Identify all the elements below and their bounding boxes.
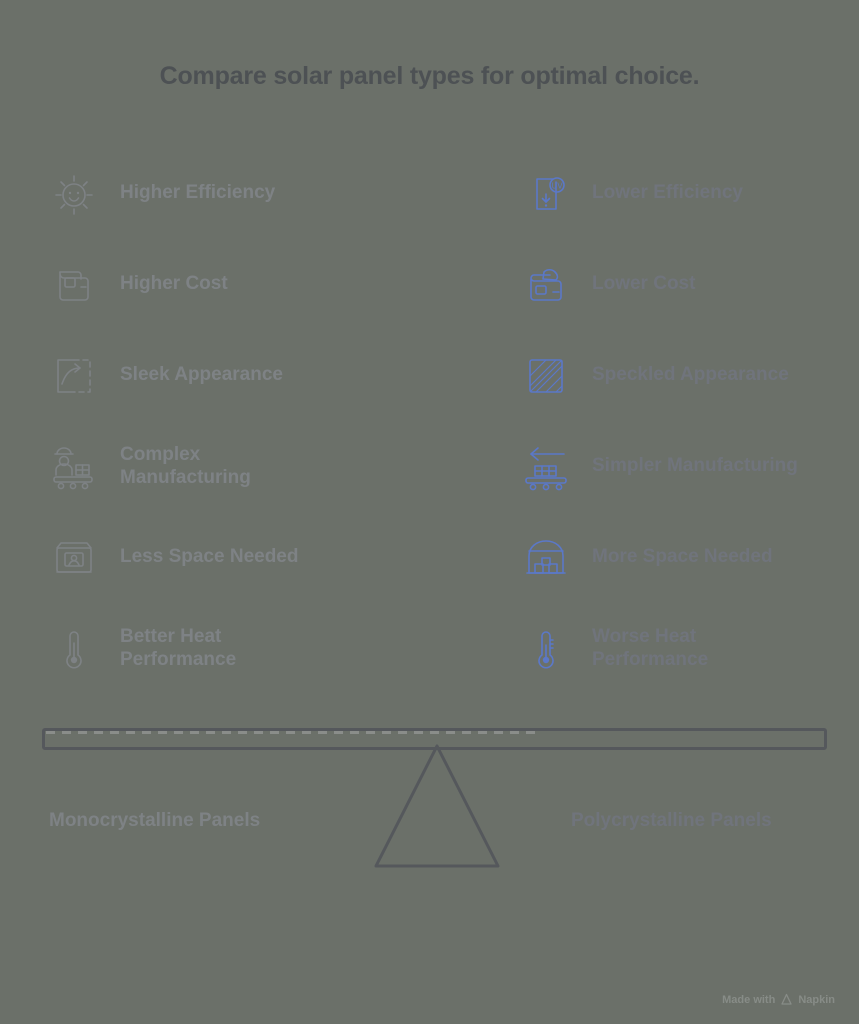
list-item-label: Complex Manufacturing xyxy=(120,444,251,488)
list-item xyxy=(46,603,387,694)
balance-beam-dashed-line xyxy=(46,731,538,734)
monocrystalline-footing-label: Monocrystalline Panels xyxy=(49,810,261,831)
list-item xyxy=(46,148,387,239)
list-item-label: Lower Cost xyxy=(592,273,696,295)
list-item-label: Worse Heat Performance xyxy=(592,626,709,670)
list-item-label: Simpler Manufacturing xyxy=(592,455,798,477)
list-item xyxy=(518,330,859,421)
page-title: Compare solar panel types for optimal choice. xyxy=(159,62,700,90)
factory-worker-icon xyxy=(46,439,102,495)
list-item xyxy=(518,239,859,330)
list-item xyxy=(518,512,859,603)
list-item xyxy=(518,421,859,512)
list-item-label: Speckled Appearance xyxy=(592,364,789,386)
polycrystalline-column xyxy=(387,148,859,694)
uv-meter-icon xyxy=(518,166,574,222)
list-item-label: Higher Cost xyxy=(120,273,228,295)
list-item xyxy=(46,330,387,421)
watermark xyxy=(722,993,835,1006)
storage-box-icon xyxy=(46,530,102,586)
sleek-panel-icon xyxy=(46,348,102,404)
list-item-label: Higher Efficiency xyxy=(120,182,276,204)
list-item-label: Better Heat Performance xyxy=(120,626,237,670)
list-item-label: Less Space Needed xyxy=(120,546,299,568)
list-item-label: More Space Needed xyxy=(592,546,773,568)
speckled-panel-icon xyxy=(518,348,574,404)
list-item xyxy=(46,512,387,603)
list-item xyxy=(518,148,859,239)
wallet-icon xyxy=(46,257,102,313)
watermark-brand: Napkin xyxy=(798,993,835,1006)
sun-icon xyxy=(46,166,102,222)
napkin-logo-icon xyxy=(780,993,793,1006)
svg-text:UV: UV xyxy=(551,181,563,190)
thermometer-icon xyxy=(46,621,102,677)
list-item-label: Sleek Appearance xyxy=(120,364,283,386)
list-item xyxy=(518,603,859,694)
polycrystalline-footing-label: Polycrystalline Panels xyxy=(571,810,772,831)
open-wallet-icon xyxy=(518,257,574,313)
warehouse-icon xyxy=(518,530,574,586)
fulcrum-triangle xyxy=(372,742,502,870)
watermark-text: Made with xyxy=(722,993,776,1006)
list-item xyxy=(46,421,387,512)
conveyor-arrow-icon xyxy=(518,439,574,495)
thermometer-icon xyxy=(518,621,574,677)
monocrystalline-column xyxy=(0,148,387,694)
list-item-label: Lower Efficiency xyxy=(592,182,743,204)
comparison-columns xyxy=(0,148,859,694)
list-item xyxy=(46,239,387,330)
